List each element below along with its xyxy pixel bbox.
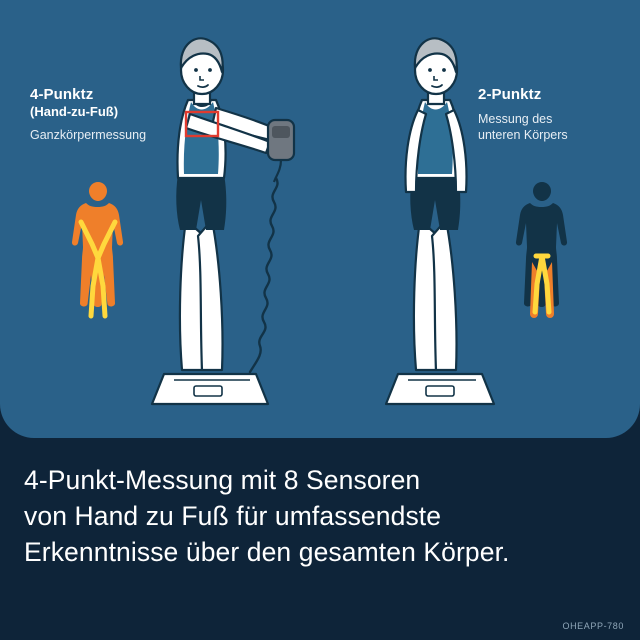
body-map-right bbox=[506, 178, 578, 338]
product-code: OHEAPP-780 bbox=[562, 621, 624, 631]
body-map-left bbox=[62, 178, 134, 338]
scale-right bbox=[386, 374, 494, 404]
woman-with-handle-illustration bbox=[150, 22, 340, 412]
label-two-point bbox=[478, 86, 628, 143]
legs-left bbox=[180, 220, 223, 370]
handle-device[interactable] bbox=[268, 120, 294, 182]
caption-block bbox=[24, 462, 624, 570]
head-right bbox=[415, 38, 457, 104]
label-four-point-description: Ganzkörpermessung bbox=[30, 128, 147, 142]
caption-line-1: 4-Punkt-Messung mit 8 Sensoren bbox=[24, 465, 421, 495]
caption-line-3: Erkenntnisse über den gesamten Körper. bbox=[24, 537, 510, 567]
shorts-right bbox=[410, 174, 460, 230]
legs-right bbox=[414, 220, 457, 370]
shorts-left bbox=[176, 174, 226, 230]
cable bbox=[250, 178, 278, 372]
silhouette-right bbox=[516, 182, 567, 318]
woman-on-scale-illustration bbox=[378, 22, 508, 412]
silhouette-left bbox=[72, 182, 123, 316]
label-two-point-description-line1: Messung des bbox=[478, 112, 553, 126]
caption-line-2: von Hand zu Fuß für umfassendste bbox=[24, 501, 442, 531]
label-four-point bbox=[30, 86, 200, 143]
label-four-point-title: 4-Punktz bbox=[30, 86, 94, 103]
label-two-point-title: 2-Punktz bbox=[478, 86, 542, 103]
label-two-point-description-line2: unteren Körpers bbox=[478, 128, 568, 142]
scale-left bbox=[152, 374, 268, 404]
label-four-point-subtitle: (Hand-zu-Fuß) bbox=[30, 104, 119, 119]
